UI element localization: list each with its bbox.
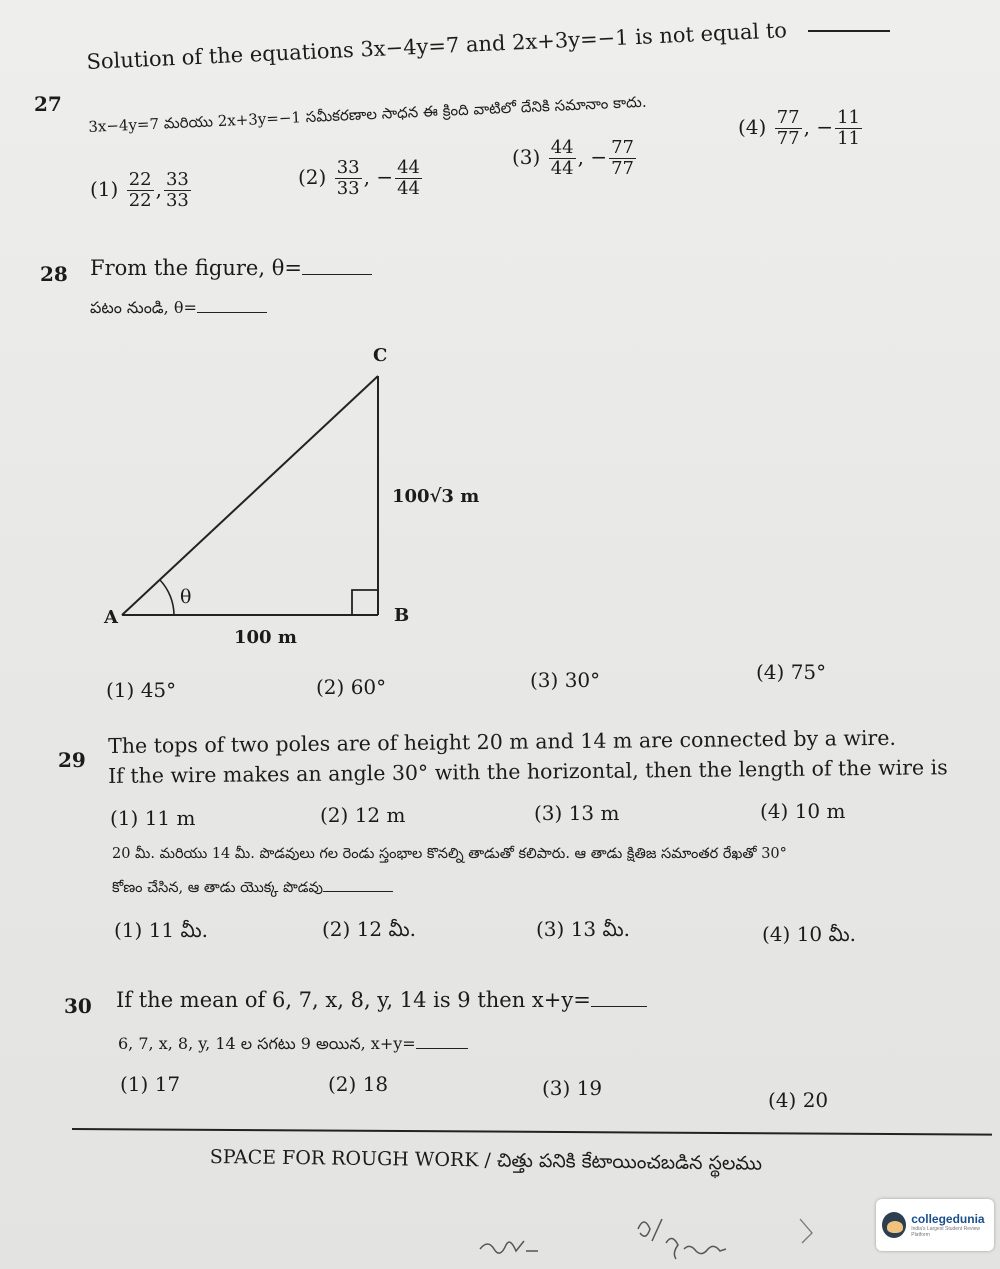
q27-option-3[interactable]: (3) $\frac{44}{44}$ , − $\frac{77}{77}$ xyxy=(512,137,634,179)
q29-option-3-en[interactable]: (3) 13 m xyxy=(534,801,620,825)
q29-english-line2: If the wire makes an angle 30° with the horizontal, then the length of the wire is xyxy=(108,755,948,788)
vertex-label-b: B xyxy=(394,605,410,626)
side-label-base: 100 m xyxy=(234,627,297,648)
theta-arc xyxy=(160,580,174,615)
q30-telugu-blank xyxy=(416,1047,468,1049)
q27-telugu: 3x−4y=7 మరియు 2x+3y=−1 సమీకరణాల సాధన ఈ క్రింది వాటిలో దేనికి సమానాం కాదు. xyxy=(88,92,647,136)
q29-option-1-te[interactable]: (1) 11 మీ. xyxy=(114,918,209,942)
triangle-side-ac xyxy=(122,376,378,615)
theta-label: θ xyxy=(180,586,192,608)
q29-option-3-te[interactable]: (3) 13 మీ. xyxy=(536,917,631,941)
q28-telugu-blank xyxy=(197,311,267,313)
q30-answer-blank xyxy=(591,1005,647,1007)
q30-english xyxy=(116,988,647,1012)
q28-telugu-text: పటం నుండి, θ= xyxy=(90,298,197,317)
collegedunia-logo-icon xyxy=(882,1212,906,1238)
q30-english-text: If the mean of 6, 7, x, 8, y, 14 is 9 then x+y= xyxy=(116,988,591,1012)
q30-option-4[interactable]: (4) 20 xyxy=(768,1088,829,1112)
q30-option-2[interactable]: (2) 18 xyxy=(328,1072,389,1096)
q29-telugu-line1: 20 మీ. మరియు 14 మీ. పొడవులు గల రెండు స్తంభాల కొనల్ని తాడుతో కలిపారు. ఆ తాడు క్షితిజ సమాంతర రేఖతో 30° xyxy=(112,846,787,862)
vertex-label-c: C xyxy=(373,345,388,366)
watermark-brand: collegedunia xyxy=(911,1212,985,1226)
q29-option-1-en[interactable]: (1) 11 m xyxy=(110,806,196,830)
q28-telugu xyxy=(90,298,267,321)
rough-work-label: SPACE FOR ROUGH WORK / చిత్తు పనికి కేటాయించబడిన స్థలము xyxy=(209,1146,763,1175)
q29-telugu-blank xyxy=(323,890,393,892)
q28-english-text: From the figure, θ= xyxy=(90,256,302,280)
handwritten-scribbles xyxy=(470,1199,850,1269)
q27-option-2[interactable]: (2) $\frac{33}{33}$ , − $\frac{44}{44}$ xyxy=(298,157,420,199)
q27-option-1[interactable]: (1) $\frac{22}{22}$ , $\frac{33}{33}$ xyxy=(90,169,189,211)
q28-english xyxy=(90,256,372,280)
q27-answer-blank xyxy=(808,30,890,32)
q29-option-2-te[interactable]: (2) 12 మీ. xyxy=(322,917,417,941)
q27-option-4[interactable]: (4) $\frac{77}{77}$ , − $\frac{11}{11}$ xyxy=(738,107,860,149)
q29-option-4-te[interactable]: (4) 10 మీ. xyxy=(762,922,857,946)
q29-number: 29 xyxy=(58,748,86,772)
q30-option-1[interactable]: (1) 17 xyxy=(120,1072,181,1096)
q28-option-3[interactable]: (3) 30° xyxy=(530,668,601,692)
q28-option-1[interactable]: (1) 45° xyxy=(106,678,177,702)
q28-number: 28 xyxy=(40,262,68,286)
vertex-label-a: A xyxy=(104,607,118,628)
q30-option-3[interactable]: (3) 19 xyxy=(542,1076,603,1100)
q29-telugu-line2 xyxy=(112,880,393,900)
q27-number: 27 xyxy=(34,92,62,116)
side-label-height: 100√3 m xyxy=(392,486,480,507)
q28-option-4[interactable]: (4) 75° xyxy=(756,660,827,684)
q29-telugu-line2-text: కోణం చేసిన, ఆ తాడు యొక్క పొడవు xyxy=(112,880,323,896)
q30-telugu xyxy=(118,1034,468,1057)
watermark-tagline: India's Largest Student Review Platform xyxy=(911,1226,981,1238)
q30-number: 30 xyxy=(64,994,92,1018)
q27-english: Solution of the equations 3x−4y=7 and 2x+3y=−1 is not equal to xyxy=(86,18,788,74)
q29-option-2-en[interactable]: (2) 12 m xyxy=(320,803,406,827)
collegedunia-watermark xyxy=(876,1199,994,1251)
q29-option-4-en[interactable]: (4) 10 m xyxy=(760,799,846,823)
q30-telugu-text: 6, 7, x, 8, y, 14 ల సగటు 9 అయిన, x+y= xyxy=(118,1034,416,1053)
q28-answer-blank xyxy=(302,273,372,275)
q28-option-2[interactable]: (2) 60° xyxy=(316,675,387,699)
q29-english-line1: The tops of two poles are of height 20 m and 14 m are connected by a wire. xyxy=(108,725,897,758)
right-angle-marker xyxy=(352,590,378,615)
rough-work-divider xyxy=(72,1128,992,1136)
